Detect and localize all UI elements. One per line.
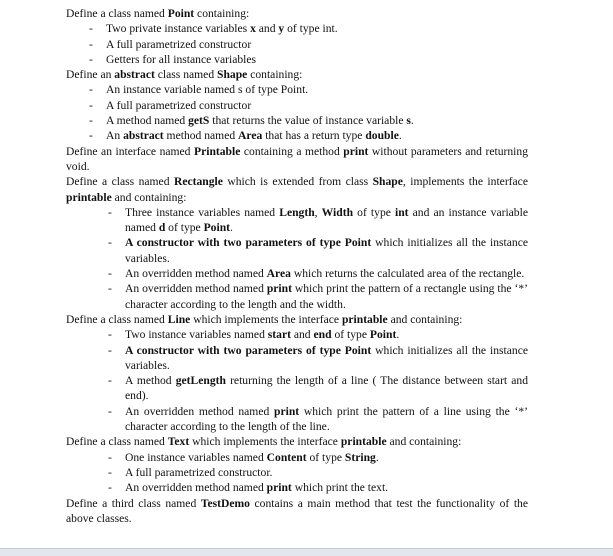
list-item: - An instance variable named s of type Point. [66, 82, 528, 97]
list-item: - A full parametrized constructor [66, 37, 528, 52]
list-item: - A full parametrized constructor [66, 98, 528, 113]
list-item: - An overridden method named Area which returns the calculated area of the rectangle. [66, 266, 528, 281]
text-requirements [66, 450, 528, 496]
list-item: - A method getLength returning the length of a line ( The distance between start and end). [66, 373, 528, 404]
testdemo-class-intro: Define a third class named TestDemo contains a main method that test the functionality of the above classes. [66, 496, 528, 525]
list-item: - An overridden method named print which print the pattern of a rectangle using the ‘*’ character according to the length and the width. [66, 281, 528, 312]
line-class-intro: Define a class named Line which implements the interface printable and containing: [66, 312, 463, 326]
list-item: - Three instance variables named Length, Width of type int and an instance variable named d of type Point. [66, 205, 528, 236]
list-item: - Two private instance variables x and y of type int. [66, 21, 528, 36]
point-class-intro: Define a class named Point containing: [66, 7, 250, 20]
list-item: - An overridden method named print which print the text. [66, 480, 528, 495]
list-item: - A method named getS that returns the value of instance variable s. [66, 113, 528, 128]
point-requirements [66, 21, 528, 67]
list-item: - An abstract method named Area that has a return type double. [66, 128, 528, 143]
text-class-intro: Define a class named Text which implements the interface printable and containing: [66, 435, 462, 449]
document-body [66, 6, 528, 526]
rectangle-class-intro: Define a class named Rectangle which is extended from class Shape, implements the interface printable and containing: [66, 175, 528, 204]
list-item: - Getters for all instance variables [66, 52, 528, 67]
printable-interface-intro: Define an interface named Printable containing a method print without parameters and returning void. [66, 144, 528, 173]
list-item: - One instance variables named Content of type String. [66, 450, 528, 465]
list-item: - An overridden method named print which print the pattern of a line using the ‘*’ character according to the length of the line. [66, 404, 528, 435]
list-item: - Two instance variables named start and end of type Point. [66, 327, 528, 342]
shape-requirements [66, 82, 528, 143]
line-requirements [66, 327, 528, 434]
list-item: - A constructor with two parameters of type Point which initializes all the instance variables. [66, 343, 528, 374]
rectangle-requirements [66, 205, 528, 312]
list-item: - A constructor with two parameters of type Point which initializes all the instance variables. [66, 235, 528, 266]
list-item: - A full parametrized constructor. [66, 465, 528, 480]
shape-class-intro: Define an abstract class named Shape containing: [66, 68, 303, 82]
